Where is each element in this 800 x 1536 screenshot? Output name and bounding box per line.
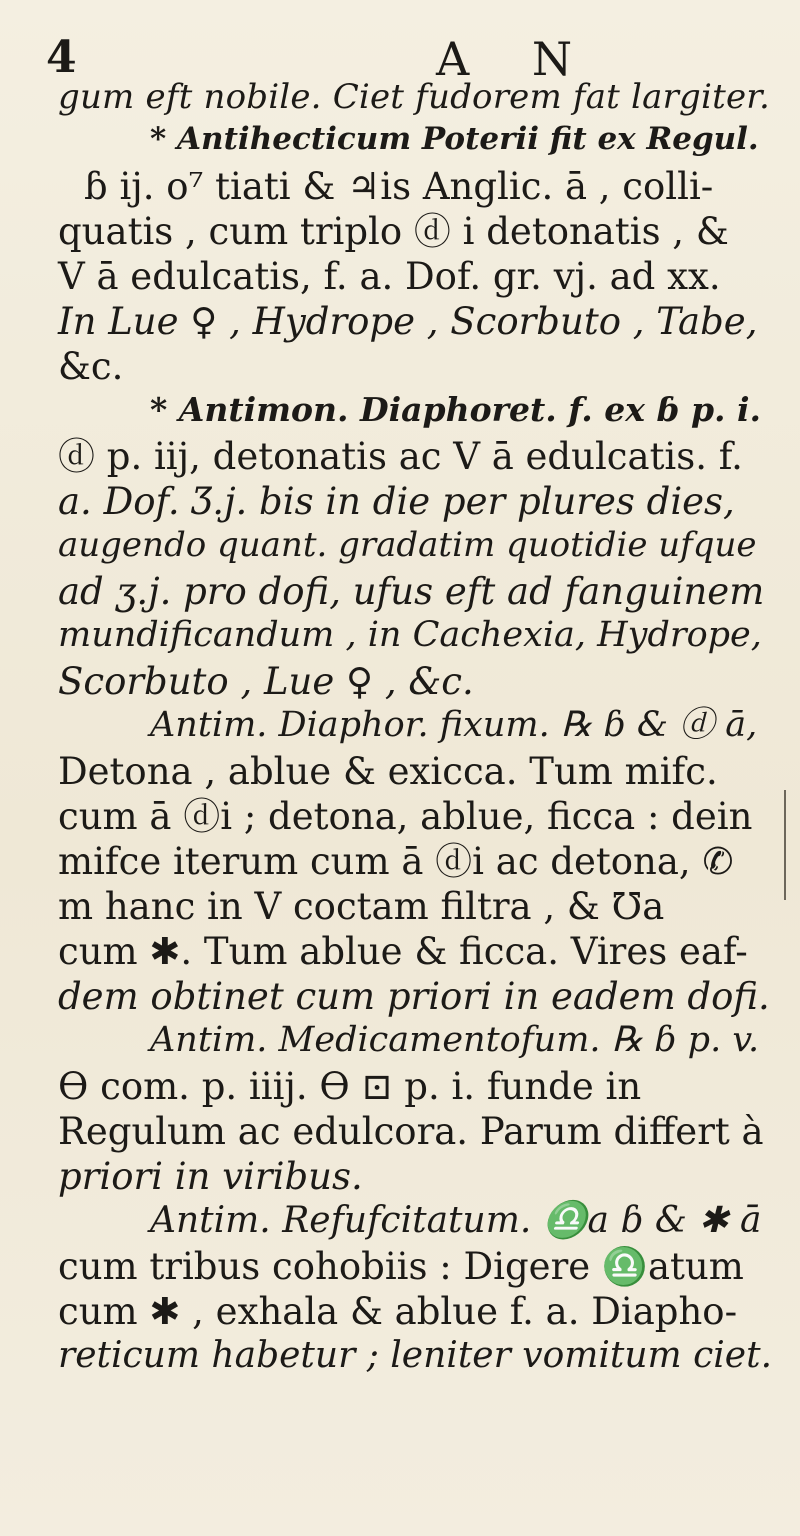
- text-line: In Lue ♀ , Hydrope , Scorbuto , Tabe,: [58, 300, 758, 343]
- text-line: gum eft nobile. Ciet fudorem fat largiter.: [58, 77, 770, 117]
- text-line: augendo quant. gradatim quotidie ufque: [58, 525, 757, 565]
- text-line: V ā edulcatis, f. a. Dof. gr. vj. ad xx.: [58, 255, 721, 298]
- text-line: priori in viribus.: [58, 1155, 363, 1198]
- text-line: &c.: [58, 345, 124, 388]
- margin-rule: [784, 790, 789, 900]
- text-line: * Antihecticum Poterii fit ex Regul.: [150, 121, 759, 157]
- text-line: Regulum ac edulcora. Parum differt à: [58, 1110, 764, 1153]
- text-line: reticum habetur ; leniter vomitum ciet.: [58, 1335, 773, 1376]
- text-line: cum ✱ , exhala & ablue f. a. Diapho-: [58, 1290, 738, 1333]
- text-line: Antim. Medicamentofum. ℞ ɓ p. v.: [150, 1020, 760, 1060]
- text-line: Scorbuto , Lue ♀ , &c.: [58, 660, 474, 703]
- text-line: mundificandum , in Cachexia, Hydrope,: [58, 615, 762, 655]
- running-head: A N: [436, 32, 597, 86]
- text-line: mifce iterum cum ā ⓓi ac detona, ✆: [58, 840, 734, 883]
- text-line: ⓓ p. iij, detonatis ac V ā edulcatis. f.: [58, 435, 743, 478]
- text-line: Antim. Refufcitatum. ♎a ɓ & ✱ ā: [150, 1200, 762, 1241]
- text-line: m hanc in V coctam filtra , & ℧a: [58, 885, 665, 928]
- text-line: cum ā ⓓi ; detona, ablue, ficca : dein: [58, 795, 753, 838]
- text-line: ɓ ij. o⁷ tiati & ♃is Anglic. ā , colli-: [84, 165, 714, 208]
- text-line: ϴ com. p. iiij. ϴ ⊡ p. i. funde in: [58, 1065, 642, 1108]
- text-line: cum tribus cohobiis : Digere ♎atum: [58, 1245, 744, 1288]
- text-line: ad ʒ.j. pro dofi, ufus eft ad fanguinem: [58, 570, 765, 613]
- text-line: Antim. Diaphor. fixum. ℞ ɓ & ⓓ ā,: [150, 705, 758, 745]
- text-line: a. Dof. Ʒ.j. bis in die per plures dies,: [58, 480, 735, 523]
- text-line: quatis , cum triplo ⓓ i detonatis , &: [58, 210, 729, 253]
- text-line: * Antimon. Diaphoret. f. ex ɓ p. i.: [150, 390, 762, 429]
- text-line: Detona , ablue & exicca. Tum mifc.: [58, 750, 718, 793]
- text-line: cum ✱. Tum ablue & ficca. Vires eaf-: [58, 930, 748, 973]
- text-line: dem obtinet cum priori in eadem dofi.: [58, 975, 770, 1018]
- page-number: 4: [46, 32, 77, 83]
